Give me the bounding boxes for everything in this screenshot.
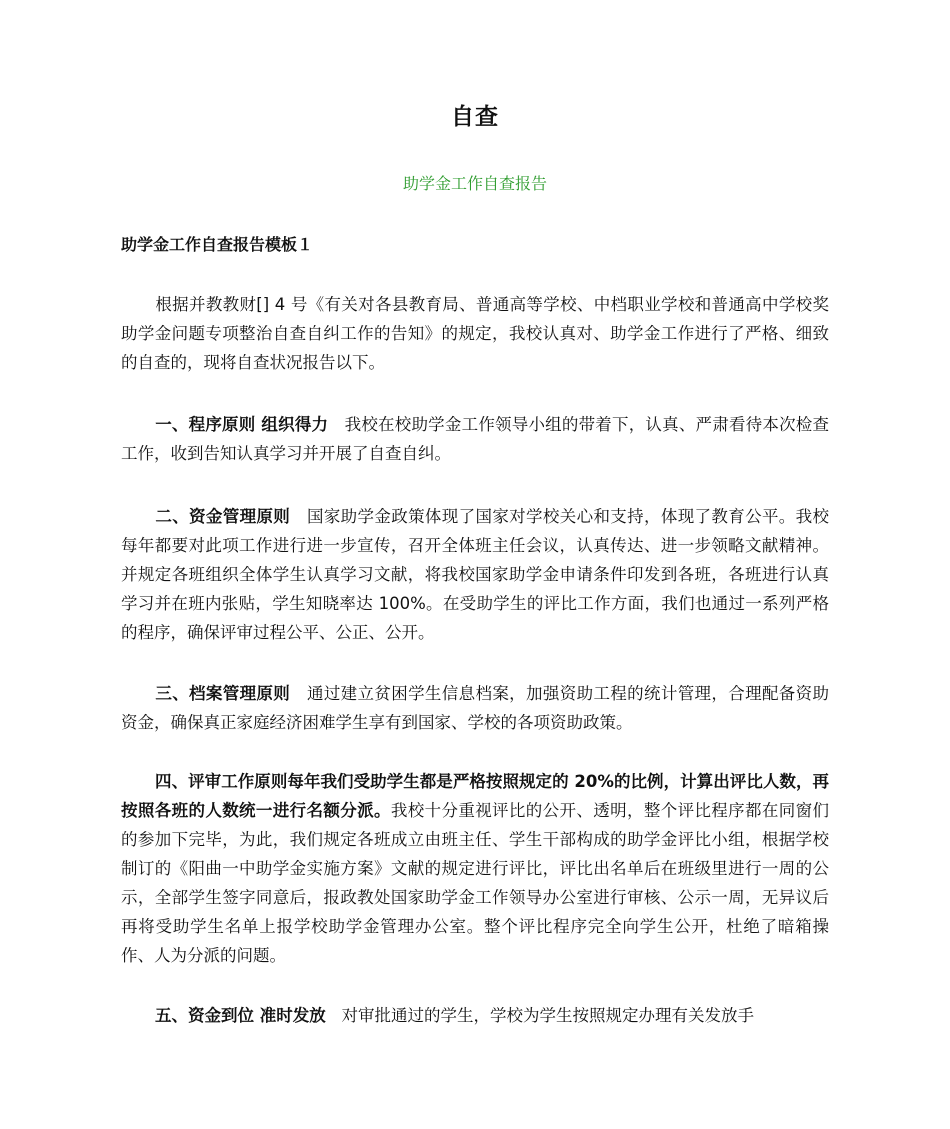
- paragraph-text: 对审批通过的学生，学校为学生按照规定办理有关发放手: [341, 1006, 754, 1025]
- paragraph-archive-management: [121, 679, 829, 737]
- paragraph-lead: 四、评审工作原则每年我们受助学生都是严格按照规定的 20%的比例，计算出评比人数，再按照各班的人数统一进行名额分派。: [121, 772, 829, 820]
- page-title: 自查: [451, 104, 499, 130]
- paragraph-fund-management: [121, 502, 829, 647]
- paragraph-lead: 一、程序原则 组织得力: [155, 415, 329, 434]
- paragraph-procedure: [121, 410, 829, 468]
- paragraph-text: 通过建立贫困学生信息档案，加强资助工程的统计管理，合理配备资助资金，确保真正家庭经济困难学生享有到国家、学校的各项资助政策。: [121, 684, 830, 732]
- paragraph-intro: [121, 290, 829, 377]
- paragraph-review-work: [121, 767, 829, 970]
- report-subtitle: 助学金工作自查报告: [402, 174, 547, 193]
- paragraph-text: 国家助学金政策体现了国家对学校关心和支持，体现了教育公平。我校每年都要对此项工作进行进一步宣传，召开全体班主任会议，认真传达、进一步领略文献精神。并规定各班组织全体学生认真学习文献，将我校国家助学金申请条件印发到各班，各班进行认真学习并在班内张贴，学生知晓率达 100%。在受助学生的评比工作方面，我们也通过一系列严格的程序，确保评审过程公平、公正、公开。: [121, 507, 830, 642]
- paragraph-text: 我校在校助学金工作领导小组的带着下，认真、严肃看待本次检查工作，收到告知认真学习并开展了自查自纠。: [121, 415, 830, 463]
- paragraph-text: 我校十分重视评比的公开、透明，整个评比程序都在同窗们的参加下完毕，为此，我们规定各班成立由班主任、学生干部构成的助学金评比小组，根据学校制订的《阳曲一中助学金实施方案》文献的规定进行评比，评比出名单后在班级里进行一周的公示，全部学生签字同意后，报政教处国家助学金工作领导办公室进行审核、公示一周，无异议后再将受助学生名单上报学校助学金管理办公室。整个评比程序完全向学生公开，杜绝了暗箱操作、人为分派的问题。: [121, 801, 830, 965]
- paragraph-text: 根据并教教财[] 4 号《有关对各县教育局、普通高等学校、中档职业学校和普通高中学校奖助学金问题专项整治自查自纠工作的告知》的规定，我校认真对、助学金工作进行了严格、细致的自查的，现将自查状况报告以下。: [121, 295, 829, 372]
- paragraph-lead: 二、资金管理原则: [155, 507, 291, 526]
- section-heading: 助学金工作自查报告模板１: [121, 235, 314, 254]
- paragraph-fund-disbursement: [121, 1001, 829, 1030]
- paragraph-lead: 五、资金到位 准时发放: [155, 1006, 326, 1025]
- paragraph-lead: 三、档案管理原则: [155, 684, 291, 703]
